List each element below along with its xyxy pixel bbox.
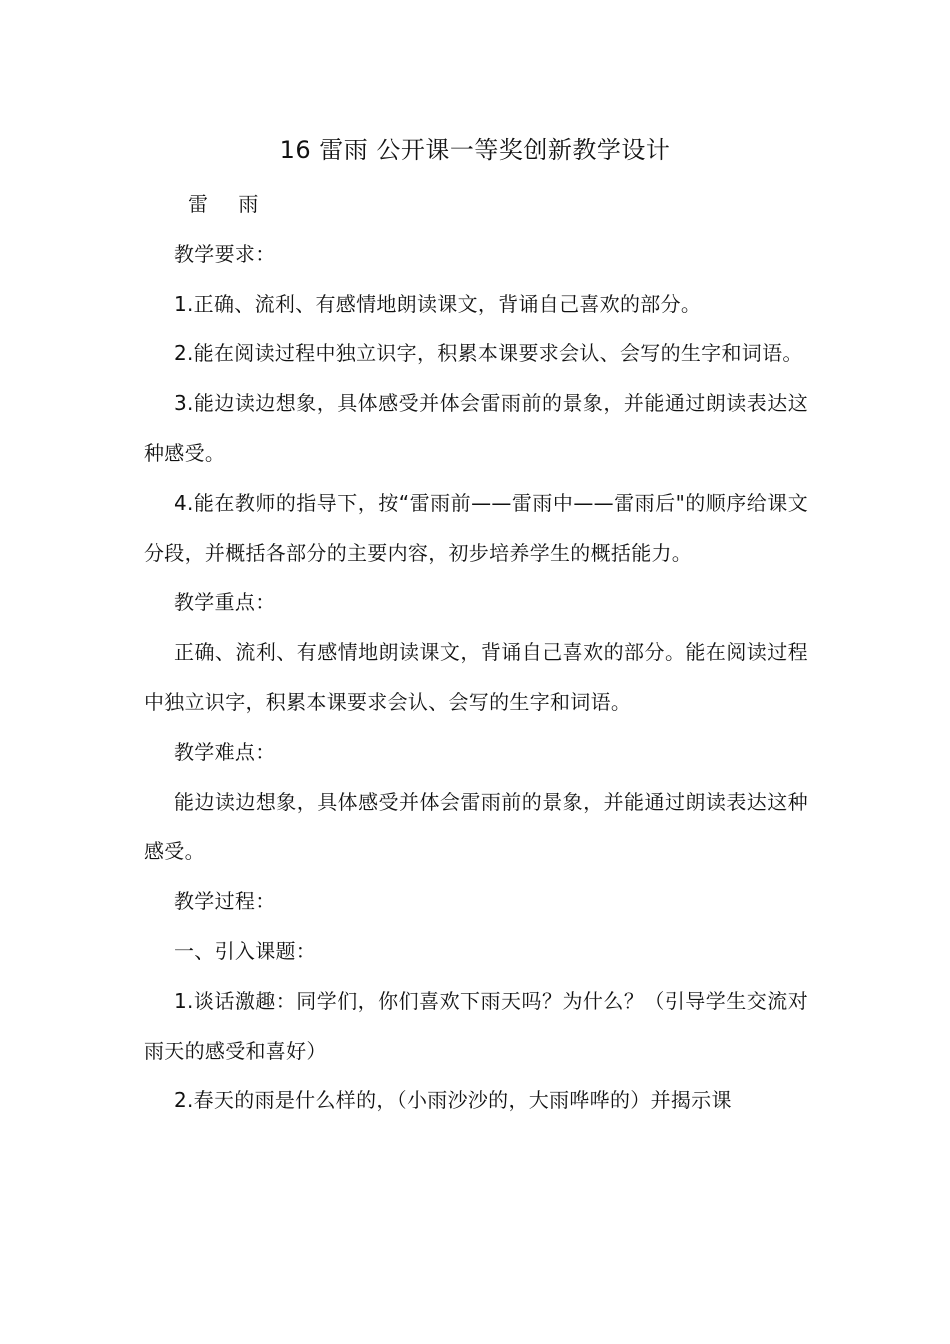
requirement-item-3: 3.能边读边想象，具体感受并体会雷雨前的景象，并能通过朗读表达这种感受。 bbox=[144, 391, 808, 465]
requirement-item-1: 1.正确、流利、有感情地朗读课文，背诵自己喜欢的部分。 bbox=[174, 291, 702, 316]
lesson-subtitle bbox=[144, 180, 808, 230]
subtitle-char-1: 雷 bbox=[188, 192, 209, 216]
teaching-difficulty-text: 能边读边想象，具体感受并体会雷雨前的景象，并能通过朗读表达这种感受。 bbox=[144, 789, 808, 864]
heading-teaching-requirements: 教学要求： bbox=[174, 241, 276, 266]
heading-teaching-difficulty: 教学难点： bbox=[174, 739, 276, 764]
subtitle-char-2: 雨 bbox=[238, 192, 259, 216]
requirement-item-2: 2.能在阅读过程中独立识字，积累本课要求会认、会写的生字和词语。 bbox=[174, 341, 803, 366]
section-introduce-topic: 一、引入课题： bbox=[174, 938, 317, 963]
document-title: 16 雷雨 公开课一等奖创新教学设计 bbox=[279, 136, 671, 164]
heading-teaching-focus: 教学重点： bbox=[174, 590, 276, 615]
process-item-2: 2.春天的雨是什么样的，（小雨沙沙的，大雨哗哗的）并揭示课 bbox=[174, 1088, 732, 1113]
requirement-item-4: 4.能在教师的指导下，按“雷雨前——雷雨中——雷雨后"的顺序给课文分段，并概括各部分的主要内容，初步培养学生的概括能力。 bbox=[144, 490, 808, 565]
heading-teaching-process: 教学过程： bbox=[174, 889, 276, 914]
document-body bbox=[144, 180, 808, 1126]
process-item-1: 1.谈话激趣：同学们，你们喜欢下雨天吗？为什么？（引导学生交流对雨天的感受和喜好） bbox=[144, 988, 808, 1063]
teaching-focus-text: 正确、流利、有感情地朗读课文，背诵自己喜欢的部分。能在阅读过程中独立识字，积累本课要求会认、会写的生字和词语。 bbox=[144, 640, 808, 714]
